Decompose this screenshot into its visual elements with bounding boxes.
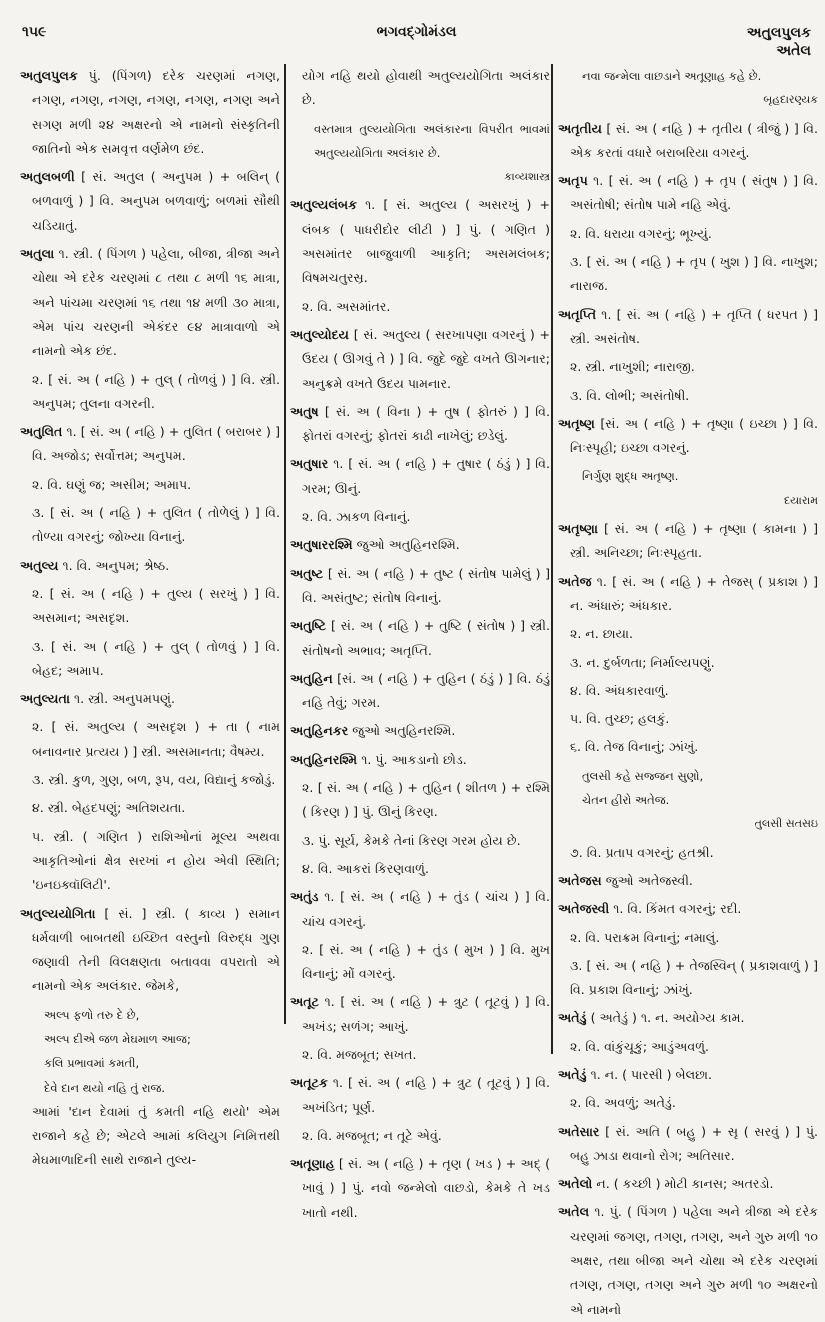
definition: [ સં. અતિ ( બહુ ) + સૃ ( સરવું ) ] પું. બહુ ઝાડા થવાનો રોગ; અતિસાર. — [570, 1123, 818, 1163]
sub-definition: ૪. વિ. આકરાં કિરણવાળું. — [302, 860, 430, 876]
dictionary-entry — [290, 667, 550, 716]
definition: ૧. ન. ( પારસી ) બેલછા. — [586, 1066, 712, 1082]
headword: અતુષ્ટ — [290, 565, 324, 581]
headword: અતુષારરશ્મિ — [290, 537, 353, 553]
headword: અતૂટ — [290, 994, 319, 1010]
dictionary-entry — [558, 1200, 818, 1321]
headword: અતેલ — [558, 1204, 590, 1220]
dictionary-entry — [290, 533, 550, 557]
quotation: દેવે દાન થયો નહિ તું રાજ. — [44, 1080, 166, 1095]
sub-definition: ૫. વિ. તુચ્છ; હલકું. — [570, 711, 670, 727]
sub-definition: ૭. વિ. પ્રતાપ વગરનું; હતશ્રી. — [570, 844, 714, 860]
headword: અતુલબળી — [20, 169, 75, 185]
headword: અતૂણાહ — [290, 1156, 335, 1172]
dictionary-entry — [558, 117, 818, 166]
dictionary-entry — [558, 1172, 818, 1196]
dictionary-entry — [290, 400, 550, 449]
dictionary-entry — [290, 885, 550, 934]
headword: અતુલપુલક — [20, 68, 78, 83]
definition: [ સં. અતુલ ( અનુપમ ) + બલિન્ ( બળવાળું ) ] વિ. અનુપમ બળવાળું; બળમાં સૌથી ચડિયાતું. — [32, 169, 280, 233]
headword: અતૃપ્તિ — [558, 306, 597, 322]
definition: પું. (પિંગળ) દરેક ચરણમાં નગણ, નગણ, નગણ, નગણ, નગણ, નગણ, નગણ અને સગણ મળી ૨૪ અક્ષરનો એ નામનો સંસ્કૃતિની જાતિનો એક સમવૃત્ત વર્ણમેળ છંદ. — [32, 68, 280, 156]
definition: [સં. અ ( નહિ ) + તૃષ્ણા ( ઇચ્છા ) ] વિ. નિઃસ્પૃહી; ઇચ્છા વગરનું. — [570, 415, 818, 456]
definition: ૧. સ્ત્રી. ( પિંગળ ) પહેલા, બીજા, ત્રીજા અને ચોથા એ દરેક ચરણમાં ૮ તથા ૮ મળી ૧૬ માત્રા, અને પાંચમા ચરણમાં ૧૬ તથા ૧૪ મળી ૩૦ માત્રા, એમ પાંચ ચરણની એકંદર ૯૪ માત્રાવાળો એ નામનો એક છંદ. — [32, 246, 280, 359]
definition: ૧. [ સં. અ ( નહિ ) + તુલિત ( બરાબર ) ] વિ. અજોડ; સર્વોત્તમ; અનુપમ. — [32, 424, 280, 464]
headword: અતૂટક — [290, 1075, 328, 1091]
headword: અતુલ્ય — [20, 557, 59, 573]
definition: [ સં. અતુલ્ય ( સરખાપણા વગરનું ) + ઉદય ( ઊગવું તે ) ] વિ. જુદે જુદે વખતે ઊગનાર; અનુક્રમે વખતે ઉદય પામનાર. — [302, 326, 550, 391]
definition: ૧. [ સં. અ ( નહિ ) + તુષાર ( ઠંડું ) ] વિ. ગરમ; ઊનું. — [302, 456, 550, 496]
quotation: નવા જન્મેલા વાછડાને અતૂણાહ કહે છે. — [582, 69, 762, 83]
headword: અતેડું — [558, 1010, 587, 1026]
definition: ( અતેડું ) ૧. ન. અયોગ્ય કામ. — [586, 1010, 745, 1026]
quotation: કલિ પ્રભાવમાં કમતી, — [44, 1056, 140, 1071]
dictionary-entry — [290, 193, 550, 290]
definition: [ સં. અ ( વિના ) + તુષ ( ફોતરું ) ] વિ. ફોતરાં વગરનું; ફોતરાં કાઢી નાખેલું; છડેલું. — [302, 403, 550, 444]
dictionary-entry — [290, 748, 550, 772]
column-3 — [558, 64, 818, 1317]
dictionary-entry — [558, 897, 818, 921]
source-citation: દયારામ — [783, 493, 818, 507]
headword: અતેજ — [558, 573, 592, 589]
definition: [ સં. અ ( નહિ ) + તુષ્ટિ ( સંતોષ ) ] સ્ત્રી. સંતોષનો અભાવ; અતૃપ્તિ. — [302, 618, 550, 658]
definition: [ સં. અ ( નહિ ) + તૃણ ( ખડ ) + અદ્ ( ખાવું ) ] પું. નવો જન્મેલો વાછડો, કેમકે તે ખડ ખાતો નથી. — [302, 1156, 550, 1220]
page-number: ૧૫૯ — [22, 24, 47, 40]
headword: અતુલ્યલંબક — [290, 197, 358, 213]
sub-definition: ૨. વિ. ઘણું જ; અસીમ; અમાપ. — [32, 476, 192, 492]
dictionary-entry — [20, 165, 280, 238]
headword: અતુલ્યયોગિતા — [20, 905, 96, 921]
headword: અતુહિનરશ્મિ — [290, 751, 358, 767]
column-1 — [20, 64, 280, 1168]
headword: અતેજસ્વી — [558, 901, 610, 917]
headword: અતેડું — [558, 1066, 587, 1082]
dictionary-entry — [558, 412, 818, 461]
page-header — [22, 24, 811, 64]
definition: ૧. પું. ( પિંગળ ) પહેલા અને ત્રીજા એ દરેક ચરણમાં જગણ, તગણ, તગણ, અને ગુરુ મળી ૧૦ અક્ષર, તથા બીજા અને ચોથા એ દરેક ચરણમાં તગણ, તગણ, તગણ અને ગુરુ મળી ૧૦ અક્ષરનો એ નામનો — [570, 1204, 818, 1317]
dictionary-entry — [20, 902, 280, 999]
definition: ૧. [ સં. અ ( નહિ ) + તૃપ ( સંતુષ ) ] વિ. અસંતોષી; સંતોષ પામે નહિ એવું. — [570, 173, 818, 213]
dictionary-entry — [558, 570, 818, 619]
quotation: ચેતન હીરો અતેજ. — [582, 793, 670, 808]
sub-definition: ૫. સ્ત્રી. ( ગણિત ) રાશિઓનાં મૂલ્ય અથવા આકૃતિઓનાં ક્ષેત્ર સરખાં ન હોય એવી સ્થિતિ; 'ઇનઇક્વૉલિટી'. — [32, 828, 280, 893]
guide-word-first: અતુલપુલક — [746, 25, 811, 41]
quotation: તુલસી કહે સજ્જન સુણો, — [582, 768, 704, 783]
definition: ન. ( કચ્છી ) મોટી કાનસ; અતરડો. — [592, 1176, 774, 1192]
dictionary-entry — [290, 1071, 550, 1120]
headword: અતુષ્ટિ — [290, 618, 327, 634]
definition: [ સં. અ ( નહિ ) + તૃષ્ણા ( કામના ) ] સ્ત્રી. અનિચ્છા; નિઃસ્પૃહતા. — [570, 521, 818, 561]
sub-definition: ૩. ન. દુર્બળતા; નિર્માલ્યપણું. — [570, 654, 715, 670]
definition: જુઓ અતેજસ્વી. — [601, 872, 693, 888]
dictionary-entry — [20, 420, 280, 469]
dictionary-entry — [20, 64, 280, 161]
quotation: અલ્પ ફળો તરુ દે છે, — [44, 1007, 140, 1022]
sub-definition: ૨. વિ. અવળું; અતેડું. — [570, 1095, 676, 1111]
sub-definition: ૨. [ સં. અ ( નહિ ) + તુહિન ( શીતળ ) + રશ્મિ ( કિરણ ) ] પું. ઊનું કિરણ. — [302, 780, 550, 820]
sub-definition: ૨. [ સં. અતુલ્ય ( અસદૃશ ) + તા ( નામ બનાવનાર પ્રત્યય ) ] સ્ત્રી. અસમાનતા; વૈષમ્ય. — [32, 719, 280, 759]
sub-definition: ૨. વિ. મજબૂત; ન તૂટે એવું. — [302, 1127, 442, 1143]
dictionary-entry — [290, 452, 550, 501]
dictionary-body — [20, 64, 818, 1317]
definition: ૧. પું. આકડાનો છોડ. — [357, 751, 467, 767]
sub-definition: ૩. [ સં. અ ( નહિ ) + તૃપ ( ખુશ ) ] વિ. નાખુશ; નારાજ. — [570, 254, 818, 294]
guide-word-last: અતેલ — [776, 43, 811, 59]
sub-definition: ૬. વિ. તેજ વિનાનું; ઝાંખું. — [570, 739, 699, 755]
definition: જુઓ અતુહિનરશ્મિ. — [352, 537, 460, 553]
quotation: અલ્પ દીએ જળ મેઘમાળ આજ; — [44, 1031, 191, 1046]
quotation: નિર્ગુણ શુદ્ધ અતૃષ્ણ. — [582, 469, 679, 484]
headword: અતેજસ — [558, 872, 602, 888]
headword: અતૃષ્ણા — [558, 521, 598, 537]
headword: અતૃષ્ણ — [558, 415, 595, 431]
definition: ૧. [ સં. અ ( નહિ ) + ત્રુટ ( તૂટવું ) ] વિ. અખંડ; સળંગ; આખું. — [302, 994, 550, 1034]
dictionary-entry — [558, 869, 818, 893]
sub-definition: ૩. [ સં. અ ( નહિ ) + તેજસ્વિન્ ( પ્રકાશવાળું ) ] વિ. પ્રકાશ વિનાનું; ઝાંખું. — [570, 957, 818, 998]
dictionary-entry — [20, 554, 280, 578]
definition: [ સં. અ ( નહિ ) + તુષ્ટ ( સંતોષ પામેલું ) ] વિ. અસંતુષ્ટ; સંતોષ વિનાનું. — [302, 565, 550, 605]
definition: ૧. સ્ત્રી. અનુપમપણું. — [69, 691, 176, 707]
guide-words — [747, 24, 811, 60]
headword: અતુલ્યોદય — [290, 326, 350, 342]
sub-definition: ૨. [ સં. અ ( નહિ ) + તુંડ ( મુખ ) ] વિ. મુખ વિનાનું; મોં વગરનું. — [302, 941, 550, 982]
sub-definition: ૨. વિ. મજબૂત; સખત. — [302, 1046, 417, 1062]
sub-definition: ૪. વિ. અંધકારવાળું. — [570, 682, 669, 698]
dictionary-entry — [558, 303, 818, 352]
sub-definition: ૨. વિ. વાંકુંચૂકું; આડુંઅવળું. — [570, 1038, 710, 1054]
sub-definition: ૨. સ્ત્રી. નાખુશી; નારાજી. — [570, 359, 695, 375]
headword: અતૃતીય — [558, 120, 602, 136]
sub-definition: ૩. વિ. લોભી; અસંતોષી. — [570, 387, 690, 403]
dictionary-entry — [290, 1152, 550, 1225]
definition: જુઓ અતુહિનરશ્મિ. — [348, 723, 456, 739]
definition: ૧. [ સં. અ ( નહિ ) + તુંડ ( ચાંચ ) ] વિ. ચાંચ વગરનું. — [302, 889, 550, 929]
headword: અતેસાર — [558, 1123, 600, 1139]
headword: અતૃપ — [558, 173, 588, 189]
headword: અતુષ — [290, 403, 319, 419]
definition: ૧. [ સં. અતુલ્ય ( અસરખું ) + લંબક ( પાધરીદોર લીટી ) ] પું. ( ગણિત ) અસમાંતર બાજુવાળી આકૃતિ; અસમલંબક; વિષમચતુરસ્ર. — [302, 197, 550, 286]
source-citation: કાવ્યશાસ્ત્ર — [504, 170, 550, 184]
sub-definition: ૩. [ સં. અ ( નહિ ) + તુલિત ( તોળેલું ) ] વિ. તોળ્યા વગરનું; જોખ્યા વિનાનું. — [32, 505, 280, 545]
headword: અતુંડ — [290, 889, 319, 905]
definition: ૧. [ સં. અ ( નહિ ) + ત્રુટ ( તૂટવું ) ] વિ. અખંડિત; પૂર્ણ. — [302, 1075, 550, 1115]
sub-definition: ૨. વિ. અસમાંતર. — [302, 298, 391, 314]
definition: [ સં. ] સ્ત્રી. ( કાવ્ય ) સમાન ધર્મવાળી બાબતથી ઇચ્છિત વસ્તુનો વિરુદ્ધ ગુણ જણાવી તેની વિલક્ષણતા બતાવવા વપરાતો એ નામનો એક અલંકાર. જેમકે, — [32, 905, 280, 994]
definition: ૧. વિ. અનુપમ; શ્રેષ્ઠ. — [58, 557, 170, 573]
sub-definition: ૨. વિ. ધરાયા વગરનું; ભૂખ્યું. — [570, 225, 712, 241]
dictionary-entry — [290, 323, 550, 396]
sub-definition: ૩. સ્ત્રી. કુળ, ગુણ, બળ, રૂપ, વય, વિદ્યાનું કજોડું. — [32, 772, 276, 788]
headword: અતેલો — [558, 1176, 593, 1192]
column-2 — [290, 64, 550, 1220]
definition: ૧. [ સં. અ ( નહિ ) + તૃપ્તિ ( ધરપત ) ] સ્ત્રી. અસંતોષ. — [570, 306, 818, 346]
quotation: વસ્તમાત્ર તુલ્યયોગિતા અલંકારના વિપરીત ભાવમાં અતુલ્યયોગિતા અલંકાર છે. — [314, 121, 550, 160]
dictionary-entry — [290, 562, 550, 611]
sub-definition: ૩. પું. સૂર્ય, કેમકે તેનાં કિરણ ગરમ હોય છે. — [302, 832, 521, 848]
headword: અતુલા — [20, 246, 55, 262]
source-citation: તુલસી સતસઇ — [754, 817, 818, 831]
sub-definition: ૨. ન. છાયા. — [570, 626, 634, 642]
headword: અતુલિત — [20, 424, 63, 440]
sub-definition: આમાં 'દાન દેવામાં તું કમતી નહિ થયો' એમ રાજાને કહે છે; એટલે આમાં કલિયુગ નિમિત્તથી મેઘમાળાદિની સાથે રાજાને તુલ્ય- — [32, 1103, 280, 1168]
sub-definition: ૨. વિ. ઝાકળ વિનાનું. — [302, 509, 411, 525]
dictionary-entry — [558, 1006, 818, 1030]
dictionary-entry — [558, 517, 818, 566]
definition: ૧. વિ. કિંમત વગરનું; રદી. — [609, 901, 742, 917]
sub-definition: ૨. [ સં. અ ( નહિ ) + તુલ્ ( તોળવું ) ] વિ. સ્ત્રી. અનુપમ; તુલના વગરની. — [32, 371, 280, 411]
book-title: ભગવદ્ગોમંડલ — [376, 24, 457, 40]
dictionary-entry — [558, 1120, 818, 1169]
headword: અતુહિનકર — [290, 723, 349, 739]
sub-definition: ૨. [ સં. અ ( નહિ ) + તુલ્ય ( સરખું ) ] વિ. અસમાન; અસદૃશ. — [32, 585, 280, 626]
dictionary-entry — [558, 1063, 818, 1087]
dictionary-entry — [290, 719, 550, 743]
dictionary-entry — [20, 242, 280, 363]
dictionary-entry — [20, 687, 280, 711]
definition: [ સં. અ ( નહિ ) + તૃતીય ( ત્રીજું ) ] વિ. એક કરતાં વધારે બરાબરિયા વગરનું. — [570, 120, 818, 160]
headword: અતુલ્યતા — [20, 691, 70, 707]
sub-definition: ૪. સ્ત્રી. બેહદપણું; અતિશયતા. — [32, 800, 186, 816]
dictionary-entry — [290, 614, 550, 663]
source-citation: બૃહદારણ્યક — [763, 93, 818, 107]
dictionary-entry — [290, 990, 550, 1039]
sub-definition: યોગ નહિ થયો હોવાથી અતુલ્યયોગિતા અલંકાર છે. — [302, 68, 550, 108]
sub-definition: ૩. [ સં. અ ( નહિ ) + તુલ્ ( તોળવું ) ] વિ. બેહદ; અમાપ. — [32, 638, 280, 678]
definition: ૧. [ સં. અ ( નહિ ) + તેજસ્ ( પ્રકાશ ) ] ન. અંધારું; અંધકાર. — [570, 573, 818, 613]
headword: અતુહિન — [290, 670, 333, 686]
sub-definition: ૨. વિ. પરાક્રમ વિનાનું; નમાલું. — [570, 929, 720, 945]
definition: [સં. અ ( નહિ ) + તુહિન ( ઠંડું ) ] વિ. ઠંડું નહિ તેવું; ગરમ. — [302, 670, 550, 711]
headword: અતુષાર — [290, 456, 329, 472]
dictionary-entry — [558, 169, 818, 218]
